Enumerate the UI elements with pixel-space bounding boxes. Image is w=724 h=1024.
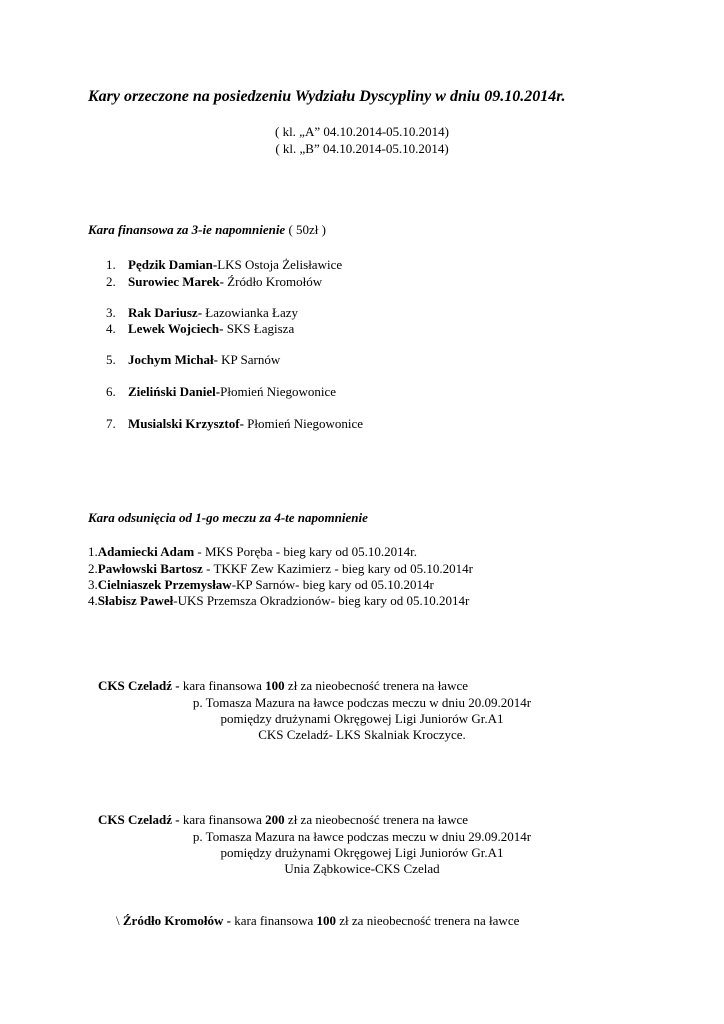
penalty-amount: 100 xyxy=(316,913,337,928)
list-item-number: 2. xyxy=(106,274,116,289)
penalty-detail-line: CKS Czeladź- LKS Skalniak Kroczyce. xyxy=(258,727,466,742)
list-item-number: 3. xyxy=(88,577,98,592)
list-item-number: 1. xyxy=(106,257,116,272)
suspension-detail: - MKS Poręba - bieg kary od 05.10.2014r. xyxy=(194,544,417,559)
club-name: SKS Łagisza xyxy=(223,321,295,336)
penalty-detail-line: pomiędzy drużynami Okręgowej Ligi Juniorów Gr.A1 xyxy=(220,845,504,860)
list-item-number: 2. xyxy=(88,561,98,576)
penalty-amount: 200 xyxy=(265,812,285,827)
penalty-detail-line: Unia Ząbkowice-CKS Czelad xyxy=(284,861,440,876)
club-name: Łazowianka Łazy xyxy=(202,305,299,320)
list-item xyxy=(88,593,469,609)
suspension-detail: - TKKF Zew Kazimierz - bieg kary od 05.10.2014r xyxy=(202,561,474,576)
player-name: Cielniaszek Przemysław xyxy=(97,577,232,592)
penalty-detail-line: pomiędzy drużynami Okręgowej Ligi Juniorów Gr.A1 xyxy=(220,711,504,726)
list-item xyxy=(106,352,280,368)
penalty-detail-line: p. Tomasza Mazura na ławce podczas meczu w dniu 29.09.2014r xyxy=(192,829,532,844)
list-item-number: 5. xyxy=(106,352,116,367)
list-item xyxy=(106,384,336,400)
penalty-text: kara finansowa xyxy=(230,913,317,928)
penalty-text: kara finansowa xyxy=(179,678,266,693)
suspension-detail: -KP Sarnów- bieg kary od 05.10.2014r xyxy=(231,577,434,592)
penalty-text: zł za nieobecność trenera na ławce xyxy=(336,913,520,928)
list-item-number: 7. xyxy=(106,416,116,431)
player-name: Surowiec Marek- xyxy=(128,274,224,289)
player-name: Rak Dariusz- xyxy=(128,305,203,320)
player-name: Lewek Wojciech- xyxy=(128,321,224,336)
list-item xyxy=(106,305,298,321)
list-item-number: 4. xyxy=(88,593,98,608)
penalty-detail-line: p. Tomasza Mazura na ławce podczas meczu w dniu 20.09.2014r xyxy=(192,695,532,710)
section-heading-financial-amount: ( 50zł ) xyxy=(285,222,326,237)
club-penalty-line xyxy=(98,678,468,694)
club-name: Źródło Kromołów xyxy=(223,274,323,289)
list-item xyxy=(106,416,363,432)
club-name: Płomień Niegowonice xyxy=(243,416,364,431)
list-item xyxy=(106,274,322,290)
document-title: Kary orzeczone na posiedzeniu Wydziału Dyscypliny w dniu 09.10.2014r. xyxy=(88,88,566,105)
penalty-amount: 100 xyxy=(265,678,285,693)
club-name: KP Sarnów xyxy=(217,352,281,367)
player-name: Adamiecki Adam xyxy=(97,544,195,559)
club-penalty-line xyxy=(98,812,468,828)
list-item-number: 3. xyxy=(106,305,116,320)
club-penalty-line xyxy=(116,913,519,929)
list-item-number: 6. xyxy=(106,384,116,399)
section-heading-financial-bold: Kara finansowa za 3-ie napomnienie xyxy=(88,222,286,237)
section-heading-financial xyxy=(88,222,326,238)
list-item xyxy=(88,561,473,577)
subtitle-line-a: ( kl. „A” 04.10.2014-05.10.2014) xyxy=(274,124,450,139)
player-name: Jochym Michał- xyxy=(128,352,218,367)
club-name: Źródło Kromołów - xyxy=(122,913,231,928)
section-heading-suspension xyxy=(88,510,368,526)
club-name: CKS Czeladź - xyxy=(98,678,180,693)
list-item xyxy=(88,544,417,560)
stray-mark: \ xyxy=(116,913,123,928)
suspension-detail: -UKS Przemsza Okradzionów- bieg kary od 05.10.2014r xyxy=(173,593,470,608)
penalty-text: zł za nieobecność trenera na ławce xyxy=(284,678,469,693)
club-name: Płomień Niegowonice xyxy=(220,384,337,399)
player-name: Musialski Krzysztof- xyxy=(128,416,244,431)
penalty-text: zł za nieobecność trenera na ławce xyxy=(284,812,469,827)
list-item-number: 4. xyxy=(106,321,116,336)
list-item xyxy=(88,577,434,593)
list-item xyxy=(106,321,294,337)
section-heading-suspension-text: Kara odsunięcia od 1-go meczu za 4-te napomnienie xyxy=(88,510,368,525)
club-name: LKS Ostoja Żelisławice xyxy=(217,257,343,272)
player-name: Słabisz Paweł xyxy=(97,593,174,608)
subtitle-line-b: ( kl. „B” 04.10.2014-05.10.2014) xyxy=(275,141,449,156)
list-item-number: 1. xyxy=(88,544,98,559)
player-name: Pędzik Damian- xyxy=(128,257,218,272)
penalty-text: kara finansowa xyxy=(179,812,266,827)
player-name: Zieliński Daniel- xyxy=(128,384,221,399)
club-name: CKS Czeladź - xyxy=(98,812,180,827)
player-name: Pawłowski Bartosz xyxy=(97,561,203,576)
list-item xyxy=(106,257,342,273)
